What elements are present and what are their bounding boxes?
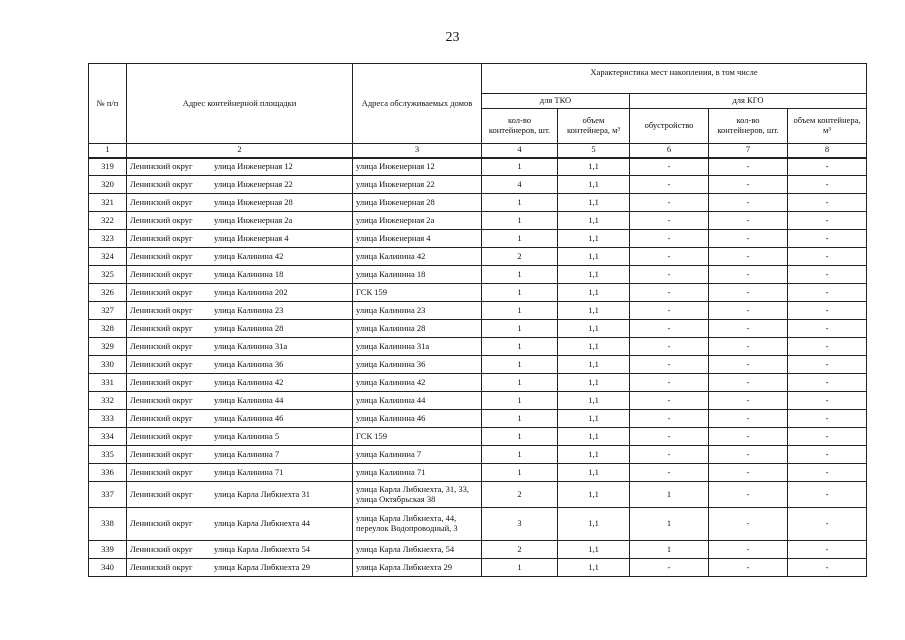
tko-container-count: 2 bbox=[482, 482, 558, 508]
row-number: 335 bbox=[89, 446, 127, 464]
table-row bbox=[89, 248, 867, 266]
table-body bbox=[89, 158, 867, 577]
street-address: улица Калинина 42 bbox=[214, 376, 284, 387]
street-address: улица Калинина 202 bbox=[214, 286, 288, 297]
tko-container-count: 1 bbox=[482, 266, 558, 284]
kgo-container-count: - bbox=[709, 541, 788, 559]
kgo-container-volume: - bbox=[788, 559, 867, 577]
kgo-arrangement: - bbox=[630, 374, 709, 392]
kgo-container-volume: - bbox=[788, 194, 867, 212]
site-address bbox=[127, 176, 353, 194]
site-address bbox=[127, 194, 353, 212]
row-number: 336 bbox=[89, 464, 127, 482]
kgo-arrangement: - bbox=[630, 338, 709, 356]
site-address bbox=[127, 158, 353, 176]
kgo-container-count: - bbox=[709, 392, 788, 410]
tko-container-volume: 1,1 bbox=[558, 410, 630, 428]
kgo-container-volume: - bbox=[788, 464, 867, 482]
kgo-container-count: - bbox=[709, 446, 788, 464]
table-row bbox=[89, 230, 867, 248]
served-houses: улица Калинина 7 bbox=[353, 446, 482, 464]
kgo-container-count: - bbox=[709, 194, 788, 212]
served-houses: улица Инженерная 12 bbox=[353, 158, 482, 176]
kgo-container-volume: - bbox=[788, 356, 867, 374]
tko-container-volume: 1,1 bbox=[558, 338, 630, 356]
site-address bbox=[127, 410, 353, 428]
header-served-houses: Адреса обслуживаемых домов bbox=[353, 64, 482, 144]
table-row bbox=[89, 559, 867, 577]
kgo-container-count: - bbox=[709, 158, 788, 176]
table-row bbox=[89, 320, 867, 338]
tko-container-volume: 1,1 bbox=[558, 320, 630, 338]
tko-container-volume: 1,1 bbox=[558, 194, 630, 212]
served-houses: улица Калинина 42 bbox=[353, 374, 482, 392]
district-name: Ленинский округ bbox=[130, 488, 193, 499]
served-houses: улица Калинина 28 bbox=[353, 320, 482, 338]
kgo-container-volume: - bbox=[788, 374, 867, 392]
district-name: Ленинский округ bbox=[130, 304, 193, 315]
street-address: улица Инженерная 4 bbox=[214, 232, 289, 243]
site-address bbox=[127, 248, 353, 266]
row-number: 337 bbox=[89, 482, 127, 508]
table-row bbox=[89, 338, 867, 356]
street-address: улица Карла Либкнехта 54 bbox=[214, 543, 310, 554]
kgo-container-count: - bbox=[709, 212, 788, 230]
tko-container-count: 1 bbox=[482, 559, 558, 577]
tko-container-volume: 1,1 bbox=[558, 212, 630, 230]
served-houses: улица Инженерная 4 bbox=[353, 230, 482, 248]
street-address: улица Карла Либкнехта 44 bbox=[214, 518, 310, 529]
kgo-container-volume: - bbox=[788, 392, 867, 410]
column-index: 4 bbox=[482, 144, 558, 158]
row-number: 338 bbox=[89, 508, 127, 541]
kgo-arrangement: 1 bbox=[630, 482, 709, 508]
street-address: улица Калинина 42 bbox=[214, 250, 284, 261]
district-name: Ленинский округ bbox=[130, 561, 193, 572]
table-row bbox=[89, 302, 867, 320]
kgo-container-volume: - bbox=[788, 176, 867, 194]
served-houses: ГСК 159 bbox=[353, 428, 482, 446]
kgo-arrangement: - bbox=[630, 158, 709, 176]
kgo-container-volume: - bbox=[788, 158, 867, 176]
site-address bbox=[127, 428, 353, 446]
kgo-arrangement: - bbox=[630, 446, 709, 464]
kgo-container-volume: - bbox=[788, 482, 867, 508]
district-name: Ленинский округ bbox=[130, 268, 193, 279]
district-name: Ленинский округ bbox=[130, 412, 193, 423]
header-kgo-arrangement: обустройство bbox=[630, 109, 709, 144]
tko-container-volume: 1,1 bbox=[558, 356, 630, 374]
kgo-container-volume: - bbox=[788, 284, 867, 302]
header-tko-volume: объем контейнера, м³ bbox=[558, 109, 630, 144]
kgo-arrangement: - bbox=[630, 302, 709, 320]
kgo-container-count: - bbox=[709, 356, 788, 374]
table-row bbox=[89, 284, 867, 302]
kgo-arrangement: - bbox=[630, 392, 709, 410]
kgo-container-count: - bbox=[709, 302, 788, 320]
site-address bbox=[127, 541, 353, 559]
kgo-arrangement: - bbox=[630, 410, 709, 428]
served-houses: улица Инженерная 22 bbox=[353, 176, 482, 194]
tko-container-count: 2 bbox=[482, 248, 558, 266]
kgo-container-volume: - bbox=[788, 338, 867, 356]
tko-container-volume: 1,1 bbox=[558, 302, 630, 320]
tko-container-count: 1 bbox=[482, 392, 558, 410]
table-row bbox=[89, 410, 867, 428]
kgo-container-count: - bbox=[709, 320, 788, 338]
street-address: улица Калинина 36 bbox=[214, 358, 284, 369]
tko-container-volume: 1,1 bbox=[558, 559, 630, 577]
kgo-container-count: - bbox=[709, 374, 788, 392]
site-address bbox=[127, 482, 353, 508]
table-row bbox=[89, 482, 867, 508]
site-address bbox=[127, 266, 353, 284]
column-index: 3 bbox=[353, 144, 482, 158]
table-header bbox=[89, 64, 867, 158]
header-characteristic: Характеристика мест накопления, в том числе bbox=[482, 64, 867, 94]
kgo-container-count: - bbox=[709, 248, 788, 266]
kgo-container-count: - bbox=[709, 464, 788, 482]
tko-container-volume: 1,1 bbox=[558, 428, 630, 446]
kgo-arrangement: - bbox=[630, 212, 709, 230]
tko-container-count: 1 bbox=[482, 320, 558, 338]
tko-container-volume: 1,1 bbox=[558, 541, 630, 559]
district-name: Ленинский округ bbox=[130, 466, 193, 477]
street-address: улица Калинина 31а bbox=[214, 340, 288, 351]
column-index: 7 bbox=[709, 144, 788, 158]
district-name: Ленинский округ bbox=[130, 543, 193, 554]
street-address: улица Инженерная 28 bbox=[214, 196, 293, 207]
served-houses: улица Карла Либкнехта, 54 bbox=[353, 541, 482, 559]
column-index-row bbox=[89, 144, 867, 158]
table-row bbox=[89, 158, 867, 176]
kgo-arrangement: - bbox=[630, 464, 709, 482]
tko-container-count: 4 bbox=[482, 176, 558, 194]
kgo-arrangement: - bbox=[630, 176, 709, 194]
site-address bbox=[127, 559, 353, 577]
site-address bbox=[127, 508, 353, 541]
row-number: 329 bbox=[89, 338, 127, 356]
kgo-container-volume: - bbox=[788, 410, 867, 428]
table-row bbox=[89, 392, 867, 410]
column-index: 1 bbox=[89, 144, 127, 158]
tko-container-count: 1 bbox=[482, 212, 558, 230]
site-address bbox=[127, 212, 353, 230]
site-address bbox=[127, 320, 353, 338]
district-name: Ленинский округ bbox=[130, 178, 193, 189]
tko-container-volume: 1,1 bbox=[558, 266, 630, 284]
table-row bbox=[89, 428, 867, 446]
site-address bbox=[127, 464, 353, 482]
tko-container-count: 1 bbox=[482, 302, 558, 320]
street-address: улица Калинина 71 bbox=[214, 466, 284, 477]
tko-container-volume: 1,1 bbox=[558, 248, 630, 266]
row-number: 327 bbox=[89, 302, 127, 320]
table-row bbox=[89, 212, 867, 230]
kgo-arrangement: - bbox=[630, 428, 709, 446]
table-row bbox=[89, 356, 867, 374]
kgo-arrangement: - bbox=[630, 356, 709, 374]
served-houses: улица Инженерная 28 bbox=[353, 194, 482, 212]
tko-container-count: 1 bbox=[482, 194, 558, 212]
served-houses: улица Калинина 23 bbox=[353, 302, 482, 320]
site-address bbox=[127, 284, 353, 302]
table-row bbox=[89, 266, 867, 284]
table-row bbox=[89, 464, 867, 482]
column-index: 6 bbox=[630, 144, 709, 158]
district-name: Ленинский округ bbox=[130, 250, 193, 261]
row-number: 332 bbox=[89, 392, 127, 410]
tko-container-count: 1 bbox=[482, 428, 558, 446]
kgo-container-count: - bbox=[709, 266, 788, 284]
tko-container-count: 1 bbox=[482, 356, 558, 374]
kgo-container-volume: - bbox=[788, 248, 867, 266]
street-address: улица Инженерная 2а bbox=[214, 214, 293, 225]
district-name: Ленинский округ bbox=[130, 232, 193, 243]
page-number: 23 bbox=[445, 30, 460, 45]
header-kgo-volume: объем контейнера, м³ bbox=[788, 109, 867, 144]
kgo-arrangement: - bbox=[630, 230, 709, 248]
district-name: Ленинский округ bbox=[130, 322, 193, 333]
site-address bbox=[127, 374, 353, 392]
container-sites-table bbox=[88, 63, 867, 577]
tko-container-count: 1 bbox=[482, 464, 558, 482]
district-name: Ленинский округ bbox=[130, 160, 193, 171]
tko-container-volume: 1,1 bbox=[558, 482, 630, 508]
kgo-container-volume: - bbox=[788, 230, 867, 248]
district-name: Ленинский округ bbox=[130, 430, 193, 441]
tko-container-count: 2 bbox=[482, 541, 558, 559]
site-address bbox=[127, 356, 353, 374]
tko-container-volume: 1,1 bbox=[558, 446, 630, 464]
site-address bbox=[127, 302, 353, 320]
served-houses: улица Калинина 36 bbox=[353, 356, 482, 374]
street-address: улица Калинина 46 bbox=[214, 412, 284, 423]
kgo-container-volume: - bbox=[788, 446, 867, 464]
served-houses: улица Карла Либкнехта, 31, 33, улица Октябрьская 38 bbox=[353, 482, 482, 508]
kgo-container-volume: - bbox=[788, 266, 867, 284]
row-number: 333 bbox=[89, 410, 127, 428]
street-address: улица Калинина 23 bbox=[214, 304, 284, 315]
tko-container-volume: 1,1 bbox=[558, 508, 630, 541]
kgo-container-count: - bbox=[709, 428, 788, 446]
kgo-arrangement: - bbox=[630, 320, 709, 338]
row-number: 326 bbox=[89, 284, 127, 302]
column-index: 8 bbox=[788, 144, 867, 158]
district-name: Ленинский округ bbox=[130, 214, 193, 225]
tko-container-count: 3 bbox=[482, 508, 558, 541]
table-row bbox=[89, 374, 867, 392]
kgo-container-volume: - bbox=[788, 212, 867, 230]
served-houses: улица Калинина 44 bbox=[353, 392, 482, 410]
kgo-container-count: - bbox=[709, 410, 788, 428]
kgo-arrangement: - bbox=[630, 284, 709, 302]
kgo-container-volume: - bbox=[788, 320, 867, 338]
kgo-container-count: - bbox=[709, 176, 788, 194]
kgo-arrangement: - bbox=[630, 559, 709, 577]
tko-container-count: 1 bbox=[482, 446, 558, 464]
street-address: улица Инженерная 22 bbox=[214, 178, 293, 189]
row-number: 324 bbox=[89, 248, 127, 266]
district-name: Ленинский округ bbox=[130, 358, 193, 369]
tko-container-count: 1 bbox=[482, 410, 558, 428]
served-houses: улица Карла Либкнехта 29 bbox=[353, 559, 482, 577]
street-address: улица Калинина 5 bbox=[214, 430, 280, 441]
served-houses: улица Калинина 18 bbox=[353, 266, 482, 284]
kgo-container-volume: - bbox=[788, 302, 867, 320]
column-index: 2 bbox=[127, 144, 353, 158]
kgo-container-volume: - bbox=[788, 541, 867, 559]
tko-container-count: 1 bbox=[482, 374, 558, 392]
street-address: улица Калинина 7 bbox=[214, 448, 280, 459]
kgo-container-volume: - bbox=[788, 508, 867, 541]
district-name: Ленинский округ bbox=[130, 286, 193, 297]
street-address: улица Калинина 28 bbox=[214, 322, 284, 333]
tko-container-volume: 1,1 bbox=[558, 464, 630, 482]
served-houses: улица Карла Либкнехта, 44, переулок Водопроводный, 3 bbox=[353, 508, 482, 541]
street-address: улица Карла Либкнехта 31 bbox=[214, 488, 310, 499]
site-address bbox=[127, 446, 353, 464]
kgo-container-count: - bbox=[709, 559, 788, 577]
table-row bbox=[89, 176, 867, 194]
kgo-container-count: - bbox=[709, 338, 788, 356]
tko-container-volume: 1,1 bbox=[558, 230, 630, 248]
kgo-container-count: - bbox=[709, 508, 788, 541]
tko-container-count: 1 bbox=[482, 230, 558, 248]
kgo-container-count: - bbox=[709, 230, 788, 248]
district-name: Ленинский округ bbox=[130, 448, 193, 459]
header-kgo: для КГО bbox=[630, 94, 867, 109]
header-address: Адрес контейнерной площадки bbox=[127, 64, 353, 144]
kgo-container-volume: - bbox=[788, 428, 867, 446]
table-row bbox=[89, 194, 867, 212]
row-number: 323 bbox=[89, 230, 127, 248]
row-number: 322 bbox=[89, 212, 127, 230]
district-name: Ленинский округ bbox=[130, 394, 193, 405]
site-address bbox=[127, 338, 353, 356]
column-index: 5 bbox=[558, 144, 630, 158]
street-address: улица Карла Либкнехта 29 bbox=[214, 561, 310, 572]
row-number: 330 bbox=[89, 356, 127, 374]
district-name: Ленинский округ bbox=[130, 376, 193, 387]
tko-container-volume: 1,1 bbox=[558, 176, 630, 194]
street-address: улица Калинина 18 bbox=[214, 268, 284, 279]
district-name: Ленинский округ bbox=[130, 340, 193, 351]
kgo-arrangement: 1 bbox=[630, 508, 709, 541]
site-address bbox=[127, 230, 353, 248]
served-houses: улица Калинина 46 bbox=[353, 410, 482, 428]
tko-container-count: 1 bbox=[482, 158, 558, 176]
row-number: 319 bbox=[89, 158, 127, 176]
tko-container-count: 1 bbox=[482, 284, 558, 302]
row-number: 325 bbox=[89, 266, 127, 284]
served-houses: улица Калинина 42 bbox=[353, 248, 482, 266]
row-number: 340 bbox=[89, 559, 127, 577]
row-number: 328 bbox=[89, 320, 127, 338]
street-address: улица Инженерная 12 bbox=[214, 160, 293, 171]
served-houses: улица Калинина 71 bbox=[353, 464, 482, 482]
header-num: № п/п bbox=[89, 64, 127, 144]
tko-container-volume: 1,1 bbox=[558, 284, 630, 302]
district-name: Ленинский округ bbox=[130, 196, 193, 207]
site-address bbox=[127, 392, 353, 410]
kgo-arrangement: - bbox=[630, 266, 709, 284]
kgo-arrangement: - bbox=[630, 194, 709, 212]
tko-container-volume: 1,1 bbox=[558, 374, 630, 392]
row-number: 339 bbox=[89, 541, 127, 559]
table-row bbox=[89, 541, 867, 559]
table-row bbox=[89, 508, 867, 541]
street-address: улица Калинина 44 bbox=[214, 394, 284, 405]
header-tko-count: кол-во контейнеров, шт. bbox=[482, 109, 558, 144]
tko-container-volume: 1,1 bbox=[558, 392, 630, 410]
served-houses: улица Инженерная 2а bbox=[353, 212, 482, 230]
row-number: 320 bbox=[89, 176, 127, 194]
tko-container-count: 1 bbox=[482, 338, 558, 356]
kgo-arrangement: - bbox=[630, 248, 709, 266]
kgo-container-count: - bbox=[709, 482, 788, 508]
kgo-arrangement: 1 bbox=[630, 541, 709, 559]
served-houses: ГСК 159 bbox=[353, 284, 482, 302]
served-houses: улица Калинина 31а bbox=[353, 338, 482, 356]
row-number: 321 bbox=[89, 194, 127, 212]
table-row bbox=[89, 446, 867, 464]
kgo-container-count: - bbox=[709, 284, 788, 302]
header-kgo-count: кол-во контейнеров, шт. bbox=[709, 109, 788, 144]
row-number: 331 bbox=[89, 374, 127, 392]
header-tko: для ТКО bbox=[482, 94, 630, 109]
row-number: 334 bbox=[89, 428, 127, 446]
district-name: Ленинский округ bbox=[130, 518, 193, 529]
tko-container-volume: 1,1 bbox=[558, 158, 630, 176]
